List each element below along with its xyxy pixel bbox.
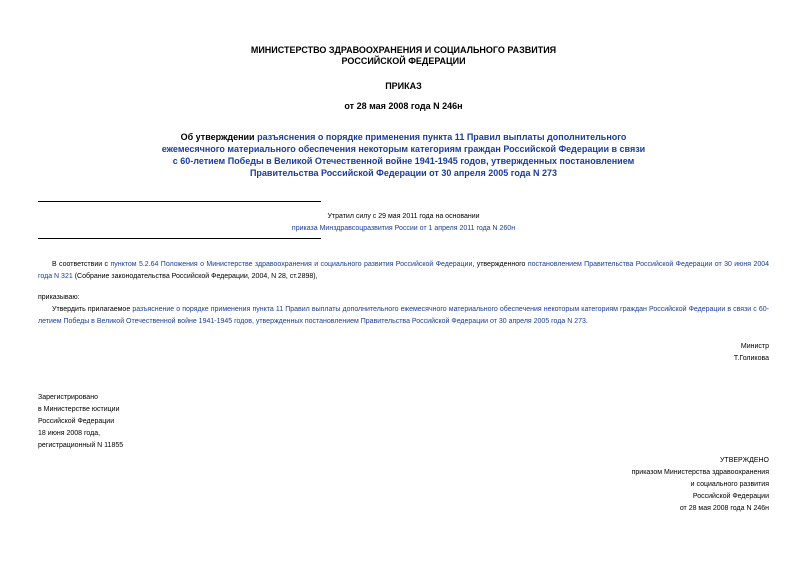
ministry-heading <box>0 45 807 67</box>
registration-line: регистрационный N 11855 <box>38 442 124 449</box>
expired-notice-text: Утратил силу с 29 мая 2011 года на основании <box>327 213 480 220</box>
order-date: от 28 мая 2008 года N 246н <box>344 101 463 111</box>
signature-position: Министр <box>740 343 769 350</box>
approved-line: приказом Министерства здравоохранения <box>631 469 769 476</box>
approved-line: от 28 мая 2008 года N 246н <box>679 505 769 512</box>
registration-line: Зарегистрировано <box>38 394 98 401</box>
ministry-heading-line-2: РОССИЙСКОЙ ФЕДЕРАЦИИ <box>341 56 466 66</box>
basis-text-2: , утвержденного <box>472 261 528 268</box>
orders-word: приказываю: <box>38 294 80 301</box>
approved-line: и социального развития <box>690 481 769 488</box>
approve-paragraph <box>38 304 769 328</box>
registration-line: 18 июня 2008 года, <box>38 430 101 437</box>
title-link-clarification[interactable]: разъяснения о порядке применения пункта 11 Правил выплаты дополнительного ежемесячного материального обеспечения некоторым категориям граждан Российской Федерации в связи с 60-летием Победы в Великой Отечественной войне 1941-1945 годов, утвержденных постановлением Правительства Российской Федерации от 30 апреля 2005 года N 273 <box>161 132 646 178</box>
divider-bottom <box>38 238 321 239</box>
registration-line: Российской Федерации <box>38 418 115 425</box>
expired-notice-link[interactable]: приказа Минздравсоцразвития России от 1 апреля 2011 года N 260н <box>291 225 516 232</box>
approved-line: УТВЕРЖДЕНО <box>719 457 769 464</box>
basis-text-1: В соответствии с <box>52 261 111 268</box>
signature-name: Т.Голикова <box>733 355 769 362</box>
basis-paragraph <box>38 259 769 283</box>
basis-link-resolution[interactable]: постановлением Правительства Российской Федерации от 30 июня 2004 года N 321 <box>38 261 770 280</box>
registration-block <box>38 392 123 452</box>
divider-top <box>38 201 321 202</box>
title-prefix: Об утверждении <box>180 132 258 142</box>
approved-line: Российской Федерации <box>692 493 769 500</box>
basis-link-regulation[interactable]: пунктом 5.2.64 Положения о Министерстве здравоохранения и социального развития Российской Федерации <box>110 261 473 268</box>
registration-line: в Министерстве юстиции <box>38 406 120 413</box>
document-title <box>160 131 647 179</box>
approve-text-1: Утвердить прилагаемое <box>52 306 133 313</box>
ministry-heading-line-1: МИНИСТЕРСТВО ЗДРАВООХРАНЕНИЯ И СОЦИАЛЬНОГО РАЗВИТИЯ <box>250 45 557 55</box>
order-heading: ПРИКАЗ <box>385 81 422 91</box>
signature-block <box>734 341 769 365</box>
expired-notice <box>0 211 807 235</box>
approve-link-clarification[interactable]: разъяснение о порядке применения пункта 11 Правил выплаты дополнительного ежемесячного материального обеспечения некоторым категориям граждан Российской Федерации в связи с 60-летием Победы в Великой Отечественной войне 1941-1945 годов, утвержденных постановлением Правительства Российской Федерации от 30 апреля 2005 года N 273 <box>38 306 769 325</box>
basis-text-3: (Собрание законодательства Российской Федерации, 2004, N 28, ст.2898), <box>72 273 318 280</box>
approve-text-2: . <box>585 318 588 325</box>
approved-block <box>632 455 769 515</box>
